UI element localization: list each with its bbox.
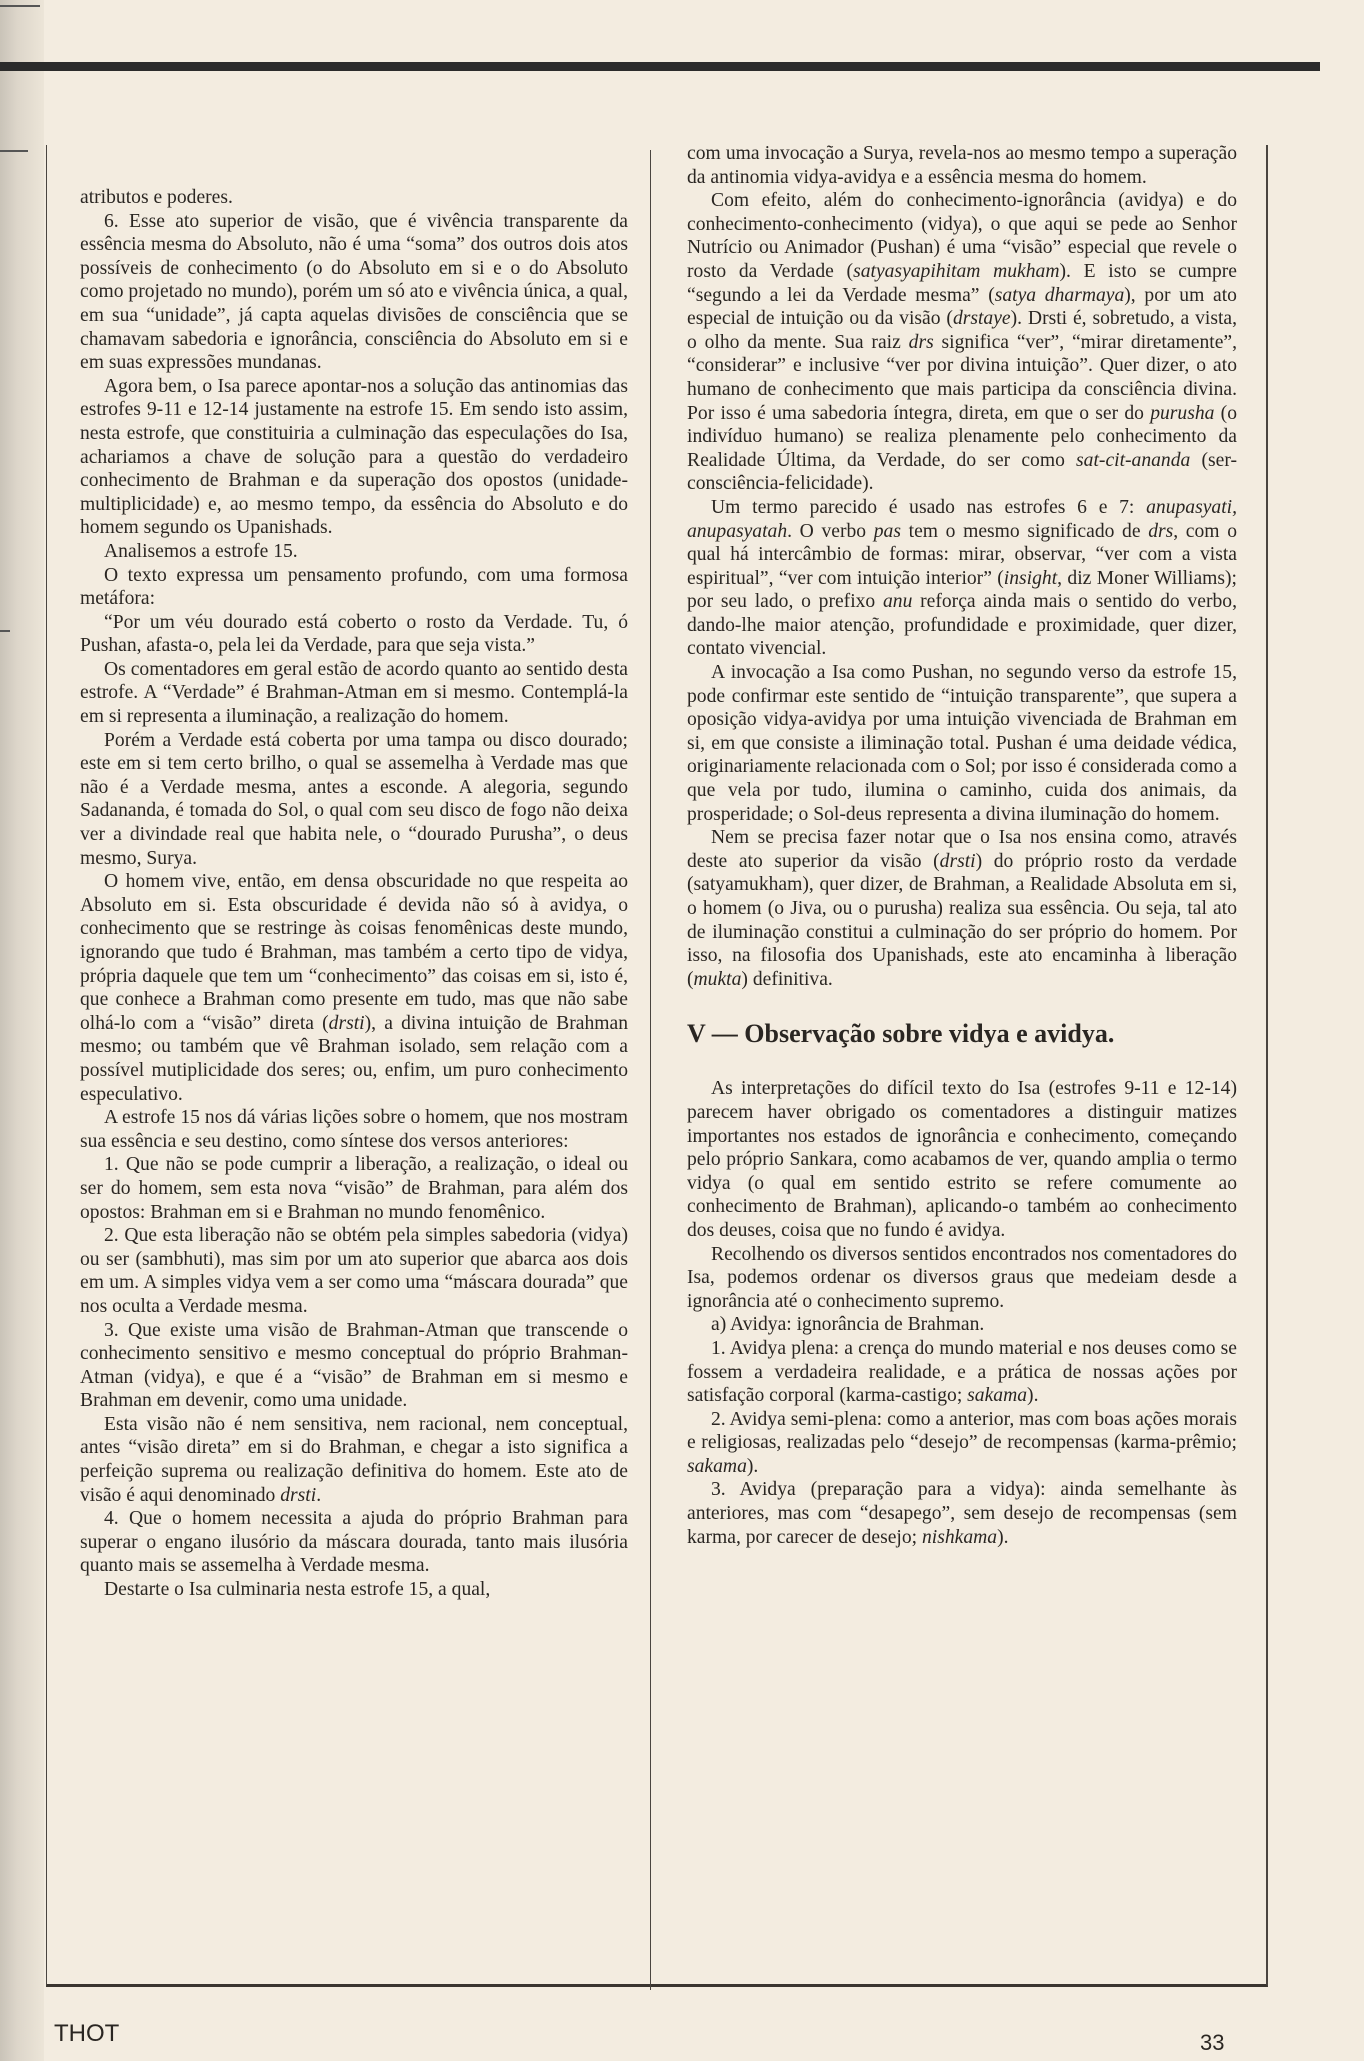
text-run: (o indivíduo humano) se realiza plenamente pelo conhecimento da Realidade Última, da Verdade, do ser como [687,402,1237,471]
text-run: Esta visão não é nem sensitiva, nem racional, nem conceptual, antes “visão direta” em si do Brahman, e chegar a isto significa a perfeição suprema ou realização definitiva do homem. Este ato de visão é aqui denominado [80,1413,628,1506]
left-column [80,186,628,1602]
page-number: 33 [1200,2030,1225,2055]
italic-term: pas [873,520,901,542]
italic-term: nishkama [922,1526,998,1548]
paragraph [80,1413,628,1507]
text-run: ) definitiva. [741,968,833,990]
list-heading: a) Avidya: ignorância de Brahman. [711,1314,985,1336]
italic-term: drs [908,331,934,353]
italic-term: anupasyati, anupasyatah [687,496,1237,542]
text-run: significa “ver”, “mirar diretamente”, “considerar” e inclusive “ver por divina intuição”. Quer dizer, o ato humano de conhecimento que mais participa da consciência divina. Por isso é uma sabedoria íntegra, direta, em que o ser do [687,331,1237,424]
text-run: ). E isto se cumpre “segundo a lei da Verdade mesma” ( [687,260,1237,306]
paragraph: Agora bem, o Isa parece apontar-nos a solução das antinomias das estrofes 9-11 e 12-14 justamente na estrofe 15. Em sendo isto assim, nesta estrofe, que constituiria a culminação das especulações do Isa, achariamos a chave de solução para a questão do verdadeiro conhecimento de Brahman e da superação dos opostos (unidade-multiplicidade) e, ao mesmo tempo, da essência do Absoluto e do homem segundo os Upanishads. [80,375,628,539]
text-run: Com efeito, além do conhecimento-ignorância (avidya) e do conhecimento-conhecimento (vidya), o que aqui se pede ao Senhor Nutrício ou Animador (Pushan) é uma “visão” especial que revele o rosto da Verdade ( [687,190,1237,282]
paragraph: 6. Esse ato superior de visão, que é vivência transparente da essência mesma do Absoluto, não é uma “soma” dos outros dois atos possíveis de conhecimento (o do Absoluto em si e o do Absoluto como projetado no mundo), porém um só ato e vivência única, a qual, em sua “unidade”, já capta aquelas divisões de consciência que se chamavam sabedoria e ignorância, consciência do Absoluto em si e em suas expressões mundanas. [80,210,628,374]
list-item: 3. Que existe uma visão de Brahman-Atman que transcende o conhecimento sensitivo e mesmo conceptual do próprio Brahman-Atman (vidya), e que é a “visão” de Brahman em si mesmo e Brahman em devenir, como uma unidade. [80,1319,628,1412]
top-rule [0,62,1320,71]
paragraph [687,826,1237,991]
text-run: reforça ainda mais o sentido do verbo, dando-lhe maior atenção, profundidade e proximidade, quer dizer, contato vivencial. [687,591,1237,660]
italic-term: drsti [280,1484,317,1506]
gutter-mark [0,150,28,152]
italic-term: satya dharmaya [994,284,1125,306]
italic-term: anu [882,591,913,613]
italic-term: mukta [693,968,742,990]
paragraph: com uma invocação a Surya, revela-nos ao mesmo tempo a superação da antinomia vidya-avidya e a essência mesma do homem. [687,143,1237,188]
text-run: 1. Avidya plena: a crença do mundo material e nos deuses como se fossem a verdadeira realidade, e a prática de nossas ações por satisfação corporal (karma-castigo; [687,1337,1237,1407]
text-run: , diz Moner Williams); por seu lado, o prefixo [687,567,1237,613]
italic-term: sakama [687,1455,747,1477]
text-run: ). [1027,1385,1039,1407]
gutter-mark [0,630,10,632]
column-divider [650,150,651,1990]
list-item [687,1478,1237,1549]
page-gutter-shadow [0,0,44,2061]
paragraph: A estrofe 15 nos dá várias lições sobre o homem, que nos mostram sua essência e seu destino, como síntese dos versos anteriores: [80,1107,628,1152]
quotation: “Por um véu dourado está coberto o rosto da Verdade. Tu, ó Pushan, afasta-o, pela lei da Verdade, para que seja vista.” [80,611,628,657]
text-run: ) do próprio rosto da verdade (satyamukham), quer dizer, de Brahman, a Realidade Absoluta em si, o homem (o Jiva, ou o purusha) realiza sua essência. Ou seja, tal ato de iluminação constitui a culminação do ser próprio do homem. Por isso, na filosofia dos Upanishads, este ato encaminha à liberação ( [687,850,1237,990]
list-item [687,1337,1237,1408]
text-run: Nem se precisa fazer notar que o Isa nos ensina como, através deste ato superior da visão ( [687,827,1237,872]
italic-term: insight [1003,567,1058,589]
paragraph: O texto expressa um pensamento profundo, com uma formosa metáfora: [80,564,628,610]
section-heading: V — Observação sobre vidya e avidya. [687,1019,1115,1049]
italic-term: purusha [1150,402,1215,424]
publication-name: THOT [54,2020,120,2047]
text-run: ), a divina intuição de Brahman mesmo; ou também que vê Brahman isolado, sem relação com a possível mutiplicidade dos seres; ou, enfim, um puro conhecimento especulativo. [80,1012,628,1105]
text-run: . O verbo [787,520,874,542]
text-run: ). [997,1526,1009,1548]
paragraph: As interpretações do difícil texto do Isa (estrofes 9-11 e 12-14) parecem haver obrigado os comentadores a distinguir matizes importantes nos estados de ignorância e conhecimento, começando pelo próprio Sankara, como acabamos de ver, quando amplia o termo vidya (o qual em sentido estrito se refere comumente ao conhecimento de Brahman), aplicando-o também ao conhecimento dos deuses, coisa que no fundo é avidya. [687,1078,1237,1241]
text-run: 3. Avidya (preparação para a vidya): ainda semelhante às anteriores, mas com “desapego”, sem desejo de recompensas (sem karma, por carecer de desejo; [687,1479,1237,1548]
italic-term: sakama [967,1385,1028,1407]
italic-term: drsti [328,1012,365,1034]
paragraph [687,189,1237,496]
paragraph: A invocação a Isa como Pushan, no segundo verso da estrofe 15, pode confirmar este sentido de “intuição transparente”, que supera a oposição vidya-avidya por uma intuição vivenciada de Brahman em si, em que consiste a iliminação total. Pushan é uma deidade védica, originariamente relacionada com o Sol; por isso é considerada como a que vela por tudo, ilumina o caminho, cuida dos animais, da prosperidade; o Sol-deus representa a divina iluminação do homem. [687,662,1237,825]
paragraph [687,496,1237,661]
paragraph: Os comentadores em geral estão de acordo quanto ao sentido desta estrofe. A “Verdade” é Brahman-Atman em si mesmo. Contemplá-la em si representa a iluminação, a realização do homem. [80,658,628,728]
text-run: 2. Avidya semi-plena: como a anterior, mas com boas ações morais e religiosas, realizadas pelo “desejo” de recompensas (karma-prêmio; [687,1408,1237,1454]
italic-term: satyasyapihitam mukham [853,260,1060,282]
italic-term: drstaye [952,308,1011,330]
text-run: (ser-consciência-felicidade). [687,449,1238,495]
paragraph: Porém a Verdade está coberta por uma tampa ou disco dourado; este em si tem certo brilho, o qual se assemelha à Verdade mas que não é a Verdade mesma, antes a esconde. A alegoria, segundo Sadananda, é tomada do Sol, o qual com seu disco de fogo não deixa ver a divindade real que habita nele, o “dourado Purusha”, o deus mesmo, Surya. [80,729,628,869]
text-run: tem o mesmo significado de [900,520,1149,542]
text-run: ). Drsti é, sobretudo, a vista, o olho da mente. Sua raiz [687,308,1237,353]
paragraph: Recolhendo os diversos sentidos encontrados nos comentadores do Isa, podemos ordenar os diversos graus que medeiam desde a ignorância até o conhecimento supremo. [687,1243,1237,1312]
paragraph: Analisemos a estrofe 15. [104,540,298,562]
text-run: O homem vive, então, em densa obscuridade no que respeita ao Absoluto em si. Esta obscuridade é devida não só à avidya, o conhecimento que se restringe às coisas fenomênicas deste mundo, ignorando que tudo é Brahman, mas também a certo tipo de vidya, própria daquele que tem um “conhecimento” das coisas em si, isto é, que conhece a Brahman como presente em tudo, mas que não sabe olhá-lo com a “visão” direta ( [80,871,628,1034]
text-run: Um termo parecido é usado nas estrofes 6 e 7: [711,496,1147,518]
paragraph: atributos e poderes. [80,187,233,208]
list-item: 2. Que esta liberação não se obtém pela simples sabedoria (vidya) ou ser (sambhuti), mas sim por um ato superior que abarca aos dois em um. A simples vidya vem a ser como uma “máscara dourada” que nos oculta a Verdade mesma. [80,1225,628,1317]
gutter-mark [0,5,40,7]
italic-term: drsti [939,850,976,872]
list-item: 1. Que não se pode cumprir a liberação, a realização, o ideal ou ser do homem, sem esta nova “visão” de Brahman, para além dos opostos: Brahman em si e Brahman no mundo fenomênico. [80,1154,628,1223]
paragraph [80,870,628,1106]
text-run: ). [746,1455,759,1477]
italic-term: drs [1148,520,1174,542]
text-run: ), por um ato especial de intuição ou da visão ( [687,284,1237,330]
list-item [687,1408,1237,1479]
right-column [687,142,1237,1549]
text-run: . [316,1484,322,1506]
italic-term: sat-cit-ananda [1076,449,1191,471]
paragraph: Destarte o Isa culminaria nesta estrofe 15, a qual, [104,1579,491,1601]
list-item: 4. Que o homem necessita a ajuda do próprio Brahman para superar o engano ilusório da máscara dourada, tanto mais ilusória quanto mais se assemelha à Verdade mesma. [80,1508,628,1577]
text-run: , com o qual há intercâmbio de formas: mirar, observar, “ver com a vista espiritual”, “ver com intuição interior” ( [687,520,1237,589]
